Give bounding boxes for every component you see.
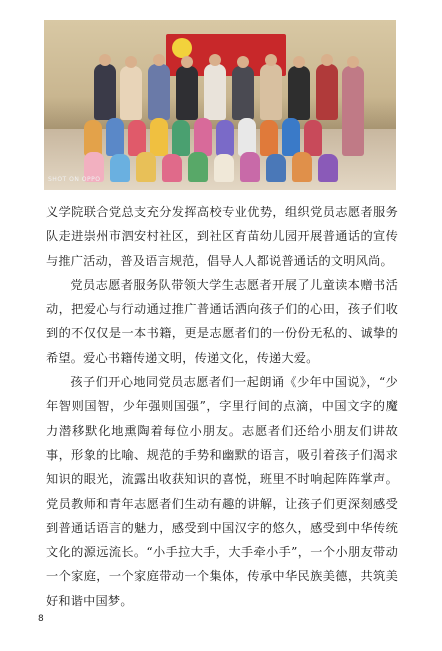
head [347, 56, 359, 68]
head [237, 56, 249, 68]
child-figure [128, 120, 146, 156]
child-figure [292, 152, 312, 182]
child-figure [150, 118, 168, 156]
paragraph-2: 党员志愿者服务队带领大学生志愿者开展了儿童读本赠书活动，把爱心与行动通过推广普通话洒向孩子们的心田，孩子们收到的不仅仅是一本书籍，更是志愿者们的一份份无私的、诚挚的希望。爱心书籍传递文明，传递文化，传递大爱。 [46, 277, 398, 365]
head [265, 54, 277, 66]
adult-figure [148, 64, 170, 120]
head [125, 56, 137, 68]
child-figure [194, 118, 212, 156]
child-figure [240, 152, 260, 182]
adult-figure [342, 66, 364, 156]
head [99, 54, 111, 66]
child-figure [238, 118, 256, 156]
adult-figure [288, 66, 310, 120]
photo-watermark: SHOT ON OPPO [48, 176, 101, 183]
child-figure [282, 118, 300, 156]
head [321, 54, 333, 66]
adult-figure [232, 66, 254, 120]
adult-figure [120, 66, 142, 120]
head [209, 54, 221, 66]
page-number: 8 [38, 614, 44, 624]
child-figure [106, 118, 124, 156]
adult-figure [260, 64, 282, 120]
child-figure [266, 154, 286, 182]
child-figure [84, 120, 102, 156]
adult-figure [176, 66, 198, 120]
child-figure [110, 154, 130, 182]
child-figure [172, 120, 190, 156]
child-figure [318, 154, 338, 182]
head [153, 54, 165, 66]
adult-figure [316, 64, 338, 120]
adult-figure [204, 64, 226, 120]
banner-logo-icon [172, 38, 192, 58]
child-figure [188, 152, 208, 182]
head [293, 56, 305, 68]
paragraph-1: 义学院联合党总支充分发挥高校专业优势，组织党员志愿者服务队走进崇州市泗安村社区，到社区育苗幼儿园开展普通话的宣传与推广活动，普及语言规范，倡导人人都说普通话的文明风尚。 [46, 205, 398, 268]
paragraph-3: 孩子们开心地同党员志愿者们一起朗诵《少年中国说》，“少年智则国智，少年强则国强”，字里行间的点滴，中国文字的魔力潜移默化地熏陶着每位小朋友。志愿者们还给小朋友们讲故事，形象的比喻、规范的手势和幽默的语言，吸引着孩子们渴求知识的眼光，流露出收获知识的喜悦，班里不时响起阵阵掌声。党员教师和青年志愿者们生动有趣的讲解，让孩子们更深刻感受到普通话语言的魅力，感受到中国汉字的悠久，感受到中华传统文化的源远流长。“小手拉大手，大手牵小手”，一个小朋友带动一个家庭，一个家庭带动一个集体，传承中华民族美德，共筑美好和谐中国梦。 [46, 375, 398, 608]
child-figure [214, 154, 234, 182]
child-figure [216, 120, 234, 156]
adult-figure [94, 64, 116, 120]
group-photo [44, 20, 396, 190]
article-body [46, 200, 398, 613]
child-figure [162, 154, 182, 182]
child-figure [260, 120, 278, 156]
child-figure [304, 120, 322, 156]
head [181, 56, 193, 68]
child-figure [136, 152, 156, 182]
